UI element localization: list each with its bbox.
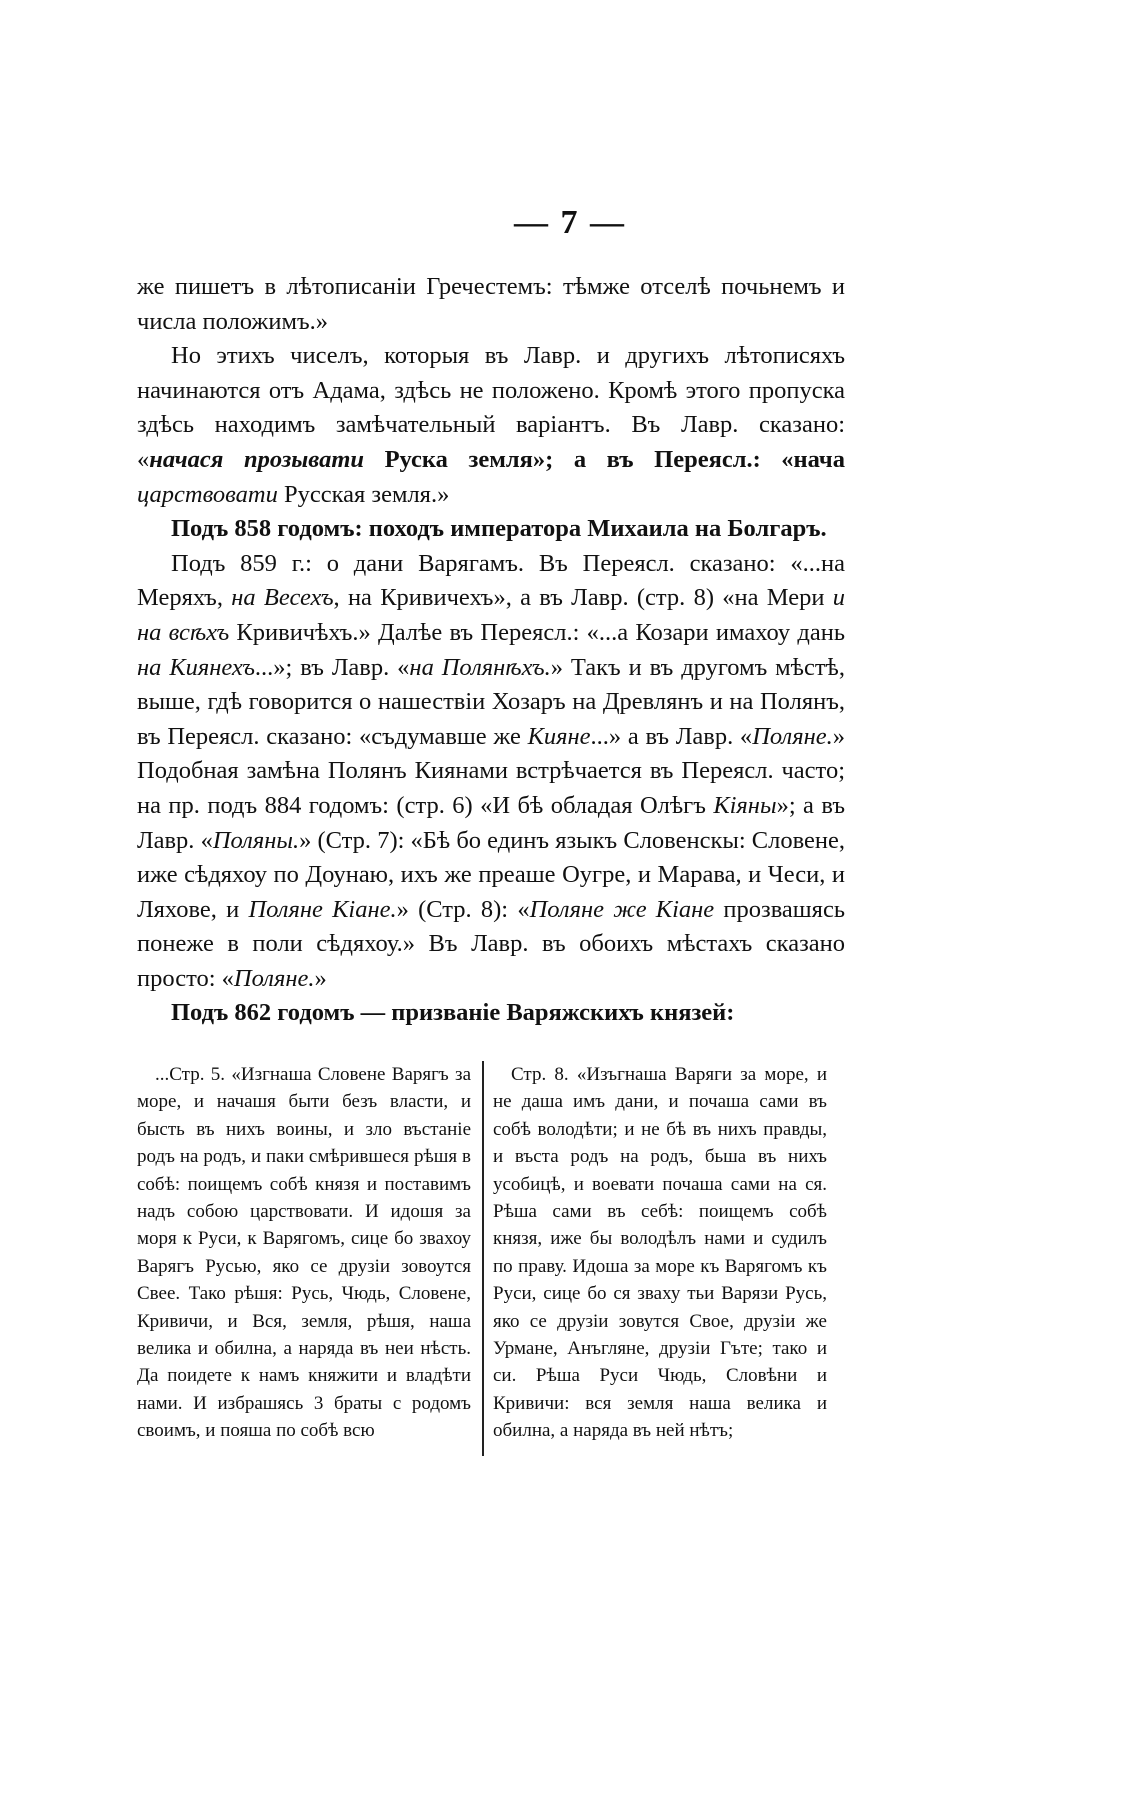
left-column-text: ...Стр. 5. «Изгнаша Словене Варягъ за море, и начашя быти безъ власти, и бысть въ нихъ воины, и зло въстаніе родъ на родъ, и паки смѣрившеся рѣшя в собѣ: поищемъ собѣ князя и поставимъ надъ собою царствовати. И идошя за моря к Руси, к Варягомъ, сице бо звахоу Варягъ Русью, яко се друзіи зовоутся Свее. Тако рѣшя: Русь, Чюдь, Словене, Кривичи, и Вся, земля, рѣшя, наша велика и обилна, а наряда въ неи нѣсть. Да поидете к намъ княжити и владѣти нами. И избрашясь 3 браты с родомъ своимъ, и пояша по собѣ всю (137, 1064, 471, 1442)
page-number: — 7 — (514, 204, 626, 241)
paragraph-3: Подъ 858 годомъ: походъ императора Михаила на Болгаръ. (171, 515, 827, 543)
italic-run: на Полянѣхъ. (409, 653, 551, 681)
right-column (493, 1061, 827, 1445)
parallel-columns (137, 1061, 845, 1456)
text-run: , на Кривичехъ», а въ Лавр. (стр. 8) «на Мери (333, 584, 833, 612)
column-divider (482, 1061, 484, 1456)
italic-run: Кияне (527, 722, 591, 750)
italic-run: Поляне же Кіане (529, 895, 715, 923)
italic-run: на Киянехъ (137, 653, 255, 681)
italic-run: Поляне Кіане. (248, 895, 397, 923)
text-run: Но этихъ чиселъ, которыя въ Лавр. и другихъ лѣтописяхъ начинаются отъ Адама, здѣсь не положено. Кромѣ этого пропуска здѣсь находимъ замѣчательный варіантъ. Въ Лавр. сказано: « (137, 342, 845, 473)
text-run: Кривичѣхъ.» Далѣе въ Переясл.: «...а Козари имахоу дань (229, 618, 845, 646)
left-column (137, 1061, 471, 1445)
italic-run: начася прозывати (149, 445, 365, 473)
italic-run: Поляне. (233, 964, 315, 992)
main-text (137, 270, 845, 1031)
italic-run: на Весехъ (231, 584, 334, 612)
text-run: Подъ 859 г.: о дани Варягамъ. Въ Переясл. сказано: «...на Меряхъ, (137, 549, 845, 612)
paragraph-1: же пишетъ в лѣтописаніи Гречестемъ: тѣмже отселѣ почьнемъ и числа положимъ.» (137, 273, 845, 335)
italic-run: и на всѣхъ (137, 584, 845, 646)
italic-run: Поляне. (752, 722, 833, 750)
italic-run: Поляны. (212, 826, 300, 854)
paragraph-5: Подъ 862 годомъ — призваніе Варяжскихъ князей: (171, 999, 735, 1027)
text-run: ...»; въ Лавр. « (254, 653, 410, 681)
paragraph-4 (137, 547, 845, 997)
text-run: » (Стр. 7): «Бѣ бо единъ языкъ Словенскы: Словене, иже сѣдяхоу по Доунаю, ихъ же преаше Оугре, и Марава, и Чеси, и Ляхове, и (137, 826, 845, 923)
text-run: Русская земля.» (277, 480, 450, 508)
italic-run: Кіяны (713, 791, 777, 819)
text-run: » (314, 964, 327, 992)
text-run: Руска земля»; а въ Переясл.: «нача (364, 445, 845, 473)
right-column-text: Стр. 8. «Изъгнаша Варяги за море, и не даша имъ дани, и почаша сами въ собѣ володѣти; и не бѣ въ нихъ правды, и въста родъ на родъ, бьша въ нихъ усобицѣ, и воевати почаша сами на ся. Рѣша сами въ себѣ: поищемъ собѣ князя, иже бы володѣлъ нами и судилъ по праву. Идоша за море къ Варягомъ къ Руси, сице бо ся зваху тьи Варязи Русь, яко се друзіи зовутся Свое, друзіи же Урмане, Анъгляне, друзіи Гъте; тако и си. Рѣша Руси Чюдь, Словѣни и Кривичи: вся земля наша велика и обилна, а наряда въ ней нѣтъ; (493, 1064, 827, 1442)
text-run: прозвашясь понеже в поли сѣдяхоу.» Въ Лавр. въ обоихъ мѣстахъ сказано просто: « (137, 895, 845, 992)
text-run: ...» а въ Лавр. « (590, 722, 753, 750)
text-run: » Подобная замѣна Полянъ Киянами встрѣчается въ Переясл. часто; на пр. подъ 884 годомъ: (стр. 6) «И бѣ обладая Олѣгъ (137, 722, 845, 819)
italic-run: царствовати (137, 480, 278, 508)
paragraph-2 (137, 339, 845, 512)
text-run: » (Стр. 8): « (396, 895, 530, 923)
text-run: » Такъ и въ другомъ мѣстѣ, выше, гдѣ говорится о нашествіи Хозаръ на Древлянъ и на Полянъ, въ Переясл. сказано: «съдумавше же (137, 653, 845, 750)
text-run: »; а въ Лавр. « (137, 791, 845, 854)
